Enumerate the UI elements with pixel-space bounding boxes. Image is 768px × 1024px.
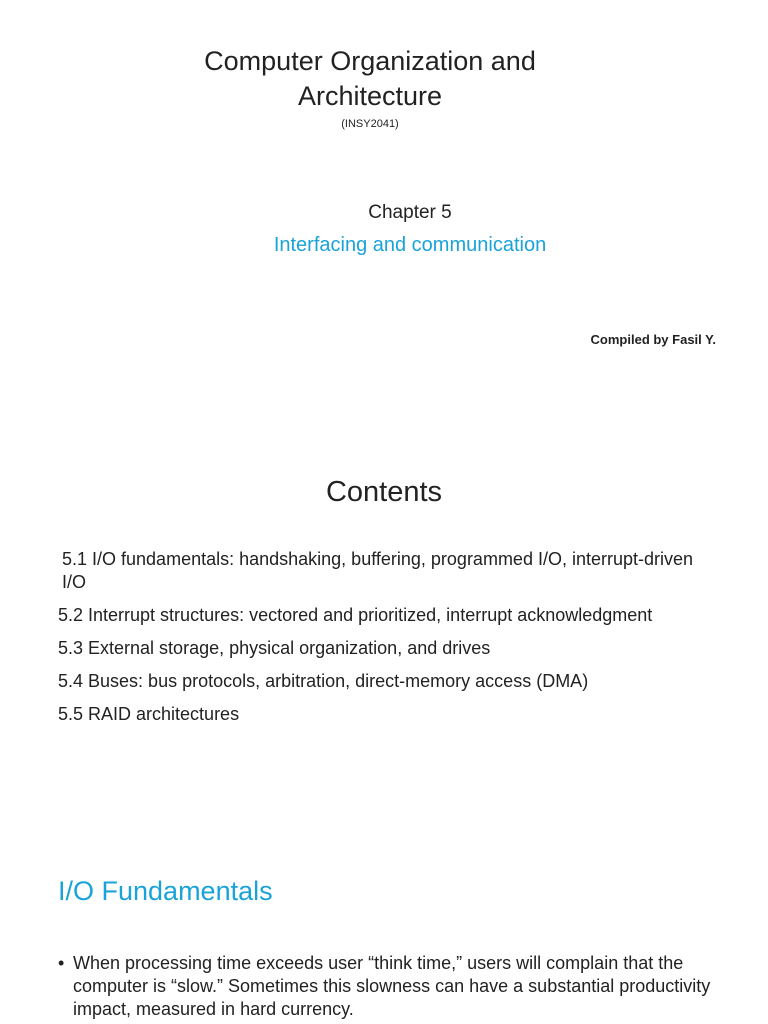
bullet-icon: • [58,953,65,973]
contents-item: 5.4 Buses: bus protocols, arbitration, direct-memory access (DMA) [58,671,589,691]
contents-title: Contents [325,476,443,508]
contents-item: 5.1 I/O fundamentals: handshaking, buffering, programmed I/O, interrupt-driven I/O [62,549,694,592]
title-slide [0,0,768,432]
presentation-title: Computer Organization and Architecture [204,46,536,111]
compiled-by: Compiled by Fasil Y. [590,332,716,347]
chapter-label: Chapter 5 [368,202,452,223]
title-block [150,44,590,130]
contents-item: 5.5 RAID architectures [58,704,240,724]
contents-item: 5.3 External storage, physical organization, and drives [58,638,491,658]
bullet-item [58,952,718,1021]
bullet-text: When processing time exceeds user “think time,” users will complain that the computer is “slow.” Sometimes this slowness can have a substantial productivity impact, measured in hard currency. [73,953,711,1019]
contents-list [58,548,718,736]
course-code: (INSY2041) [341,118,399,130]
contents-slide [0,432,768,822]
chapter-block [210,202,610,257]
bullet-list [58,952,718,1021]
section-title: I/O Fundamentals [58,876,273,906]
contents-item: 5.2 Interrupt structures: vectored and prioritized, interrupt acknowledgment [58,605,653,625]
chapter-subtitle: Interfacing and communication [273,234,547,256]
io-fundamentals-slide [0,822,768,1024]
